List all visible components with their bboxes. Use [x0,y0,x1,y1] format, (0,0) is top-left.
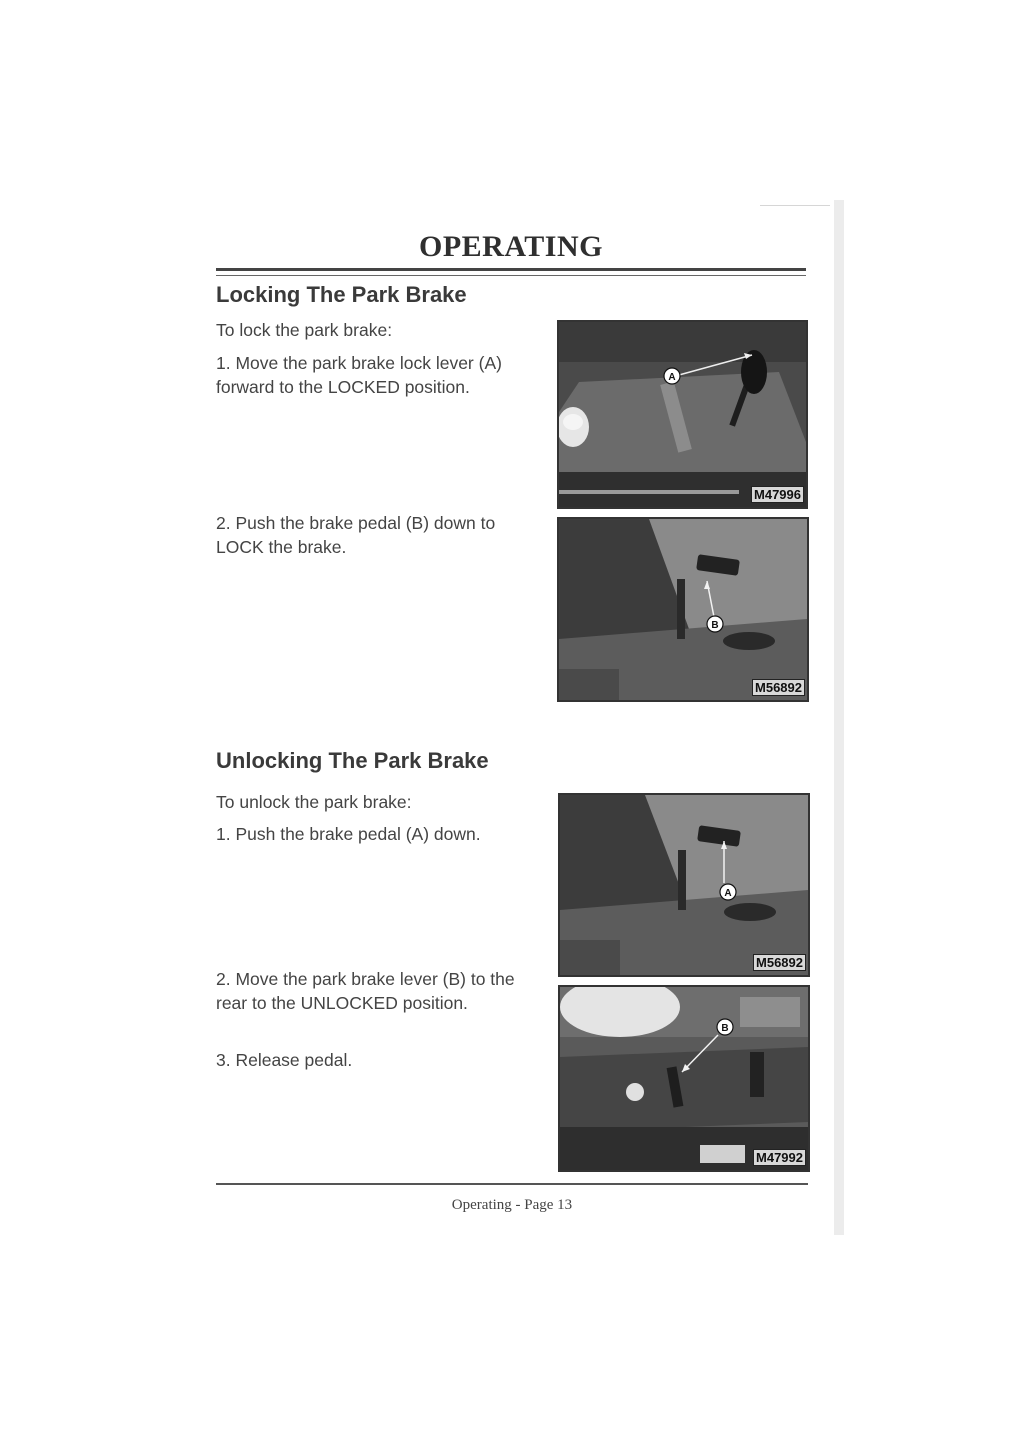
photo-lock-lever [557,320,808,509]
photo-brake-pedal-lock [557,517,809,702]
callout-label: A [724,888,732,899]
locking-intro: To lock the park brake: [216,320,393,340]
unlocking-step-3: 3. Release pedal. [216,1050,353,1070]
page-footer: Operating - Page 13 [451,1197,573,1213]
unlocking-intro: To unlock the park brake: [216,792,412,812]
locking-heading: Locking The Park Brake [216,282,467,307]
scan-edge-top [760,205,830,206]
photo-brake-pedal-down [558,793,810,977]
locking-step-2: 2. Push the brake pedal (B) down to LOCK the brake. [216,513,496,557]
photo-unlock-lever [558,985,810,1172]
photo-lock-lever-image [559,322,806,507]
figure-code: M56892 [752,679,805,696]
figure-code: M47996 [751,486,804,503]
page-title: OPERATING [419,230,603,263]
unlocking-step-2: 2. Move the park brake lever (B) to the rear to the UNLOCKED position. [216,969,515,1013]
unlocking-step-1: 1. Push the brake pedal (A) down. [216,824,481,844]
footer-rule [216,1183,808,1185]
figure-code: M56892 [753,954,806,971]
locking-step-1: 1. Move the park brake lock lever (A) forward to the LOCKED position. [216,353,502,397]
unlocking-heading: Unlocking The Park Brake [216,748,489,773]
scan-edge-right [834,200,844,1235]
callout-label: B [711,620,719,631]
photo-unlock-lever-image [560,987,808,1170]
photo-brake-pedal-lock-image [559,519,807,700]
callout-label: B [721,1023,729,1034]
title-rule-thick [216,268,806,271]
figure-code: M47992 [753,1149,806,1166]
photo-brake-pedal-down-image [560,795,808,975]
callout-label: A [668,372,676,383]
title-rule-thin [216,275,806,276]
